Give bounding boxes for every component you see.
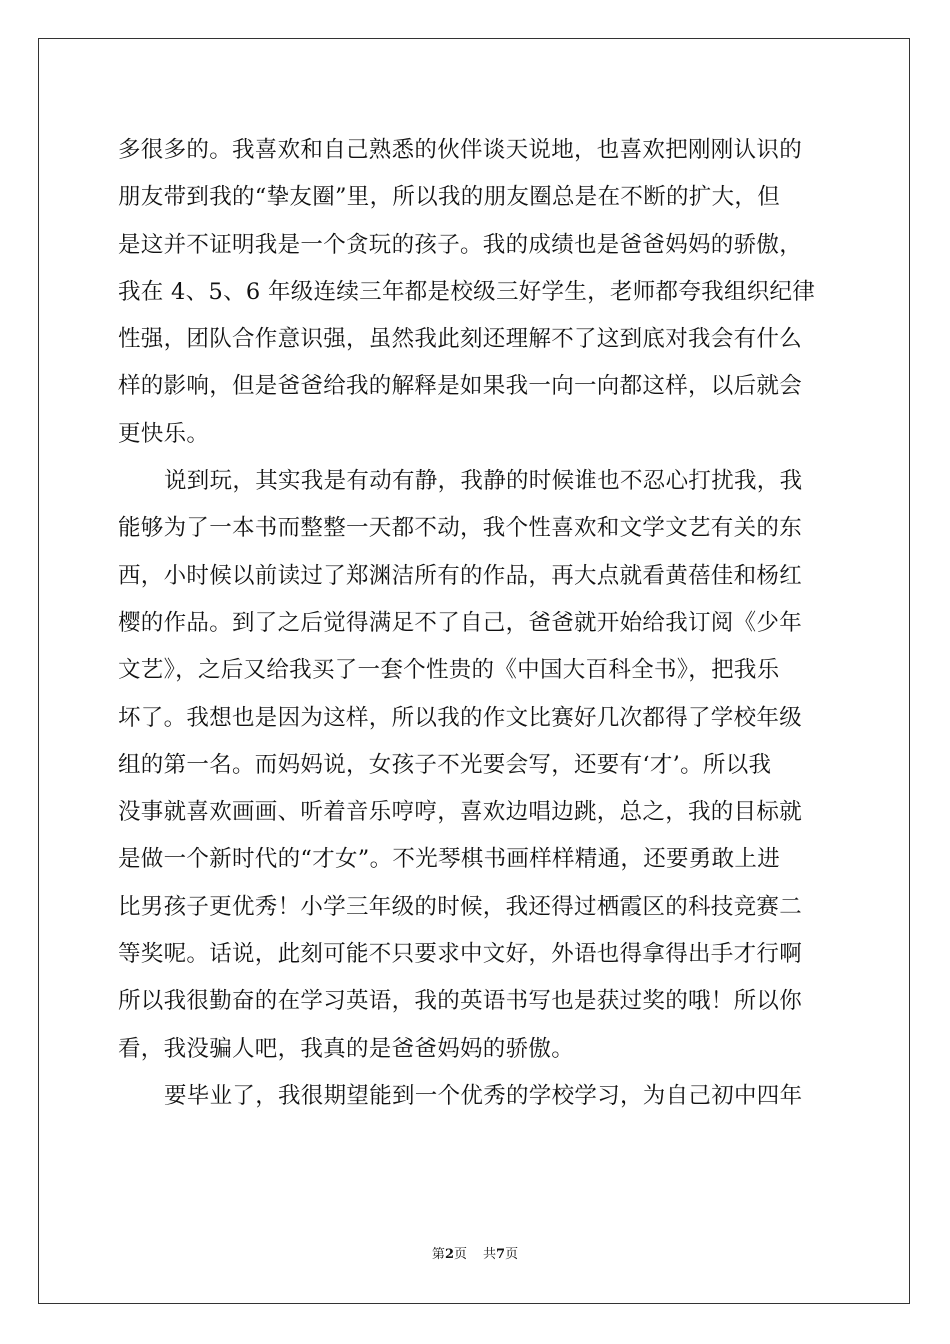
text-line: 多很多的。我喜欢和自己熟悉的伙伴谈天说地，也喜欢把刚刚认识的 [118,137,803,163]
text-line: 朋友带到我的“挚友圈”里，所以我的朋友圈总是在不断的扩大，但 [118,184,781,211]
paragraph-first-line: 要毕业了，我很期望能到一个优秀的学校学习，为自己初中四年 [164,1082,803,1109]
text-line: 更快乐。 [118,420,210,447]
paragraph-first-line: 说到玩，其实我是有动有静，我静的时候谁也不忍心打扰我，我 [164,468,803,495]
text-line: 看，我没骗人吧，我真的是爸爸妈妈的骄傲。 [118,1035,575,1062]
text-line: 比男孩子更优秀！小学三年级的时候，我还得过栖霞区的科技竞赛二 [118,893,803,920]
text-line: 文艺》，之后又给我买了一套个性贵的《中国大百科全书》，把我乐 [118,657,780,684]
text-line: 样的影响，但是爸爸给我的解释是如果我一向一向都这样，以后就会 [118,373,803,400]
text-line: 樱的作品。到了之后觉得满足不了自己，爸爸就开始给我订阅《少年 [118,609,803,636]
text-line: 我在 4、5、6 年级连续三年都是校级三好学生，老师都夸我组织纪律 [118,278,816,305]
text-line: 组的第一名。而妈妈说，女孩子不光要会写，还要有‘才’。所以我 [118,751,772,778]
page-footer [0,1246,950,1264]
text-line: 是做一个新时代的“才女”。不光琴棋书画样样精通，还要勇敢上进 [118,846,781,873]
total-pages: 7 [496,1247,506,1262]
text-line: 能够为了一本书而整整一天都不动，我个性喜欢和文学文艺有关的东 [118,515,803,542]
text-line: 所以我很勤奋的在学习英语，我的英语书写也是获过奖的哦！所以你 [118,988,803,1015]
text-line: 是这并不证明我是一个贪玩的孩子。我的成绩也是爸爸妈妈的骄傲， [118,231,803,258]
total-suffix: 页 [505,1247,519,1262]
text-line: 坏了。我想也是因为这样，所以我的作文比赛好几次都得了学校年级 [118,704,803,731]
total-prefix: 共 [483,1247,497,1262]
page-suffix: 页 [453,1247,467,1262]
page-number: 2 [444,1247,454,1262]
page-prefix: 第 [431,1247,445,1262]
text-line: 等奖呢。话说，此刻可能不只要求中文好，外语也得拿得出手才行啊 [118,941,803,968]
text-line: 西，小时候以前读过了郑渊洁所有的作品，再大点就看黄蓓佳和杨红 [118,562,803,589]
text-line: 性强，团队合作意识强，虽然我此刻还理解不了这到底对我会有什么 [118,326,803,353]
text-line: 没事就喜欢画画、听着音乐哼哼，喜欢边唱边跳，总之，我的目标就 [118,799,803,826]
document-body [118,127,834,1120]
